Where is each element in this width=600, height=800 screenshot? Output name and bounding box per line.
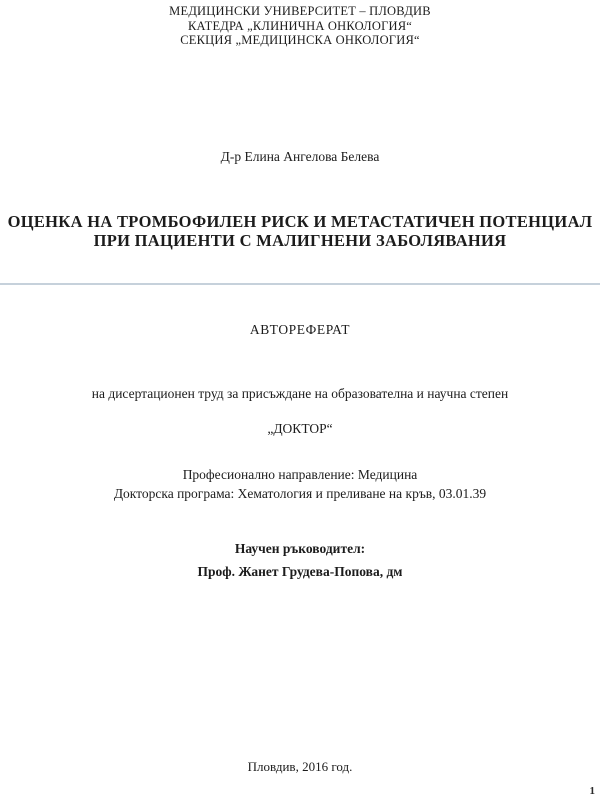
degree-name: „ДОКТОР“ <box>267 421 333 436</box>
document-type-heading: АВТОРЕФЕРАТ <box>249 322 351 337</box>
page-number: 1 <box>589 785 595 797</box>
supervisor-name: Проф. Жанет Грудева-Попова, дм <box>197 564 403 579</box>
dissertation-title: ОЦЕНКА НА ТРОМБОФИЛЕН РИСК И МЕТАСТАТИЧЕН ПОТЕНЦИАЛ ПРИ ПАЦИЕНТИ С МАЛИГНЕНИ ЗАБОЛЯВАНИЯ <box>7 212 593 250</box>
university-header <box>0 4 600 48</box>
program-block <box>0 465 600 503</box>
title-divider <box>0 283 600 285</box>
author-name: Д-р Елина Ангелова Белева <box>220 149 380 164</box>
header-line-university: МЕДИЦИНСКИ УНИВЕРСИТЕТ – ПЛОВДИВ <box>169 4 431 18</box>
header-line-department: КАТЕДРА „КЛИНИЧНА ОНКОЛОГИЯ“ <box>187 18 413 33</box>
professional-field: Професионално направление: Медицина <box>182 467 418 482</box>
thesis-description: на дисертационен труд за присъждане на образователна и научна степен <box>91 386 509 401</box>
supervisor-label: Научен ръководител: <box>234 541 366 556</box>
footer-city-year: Пловдив, 2016 год. <box>247 759 353 774</box>
header-line-section: СЕКЦИЯ „МЕДИЦИНСКА ОНКОЛОГИЯ“ <box>180 33 420 47</box>
doctoral-program: Докторска програма: Хематология и преливане на кръв, 03.01.39 <box>113 486 487 501</box>
supervisor-block <box>0 537 600 583</box>
